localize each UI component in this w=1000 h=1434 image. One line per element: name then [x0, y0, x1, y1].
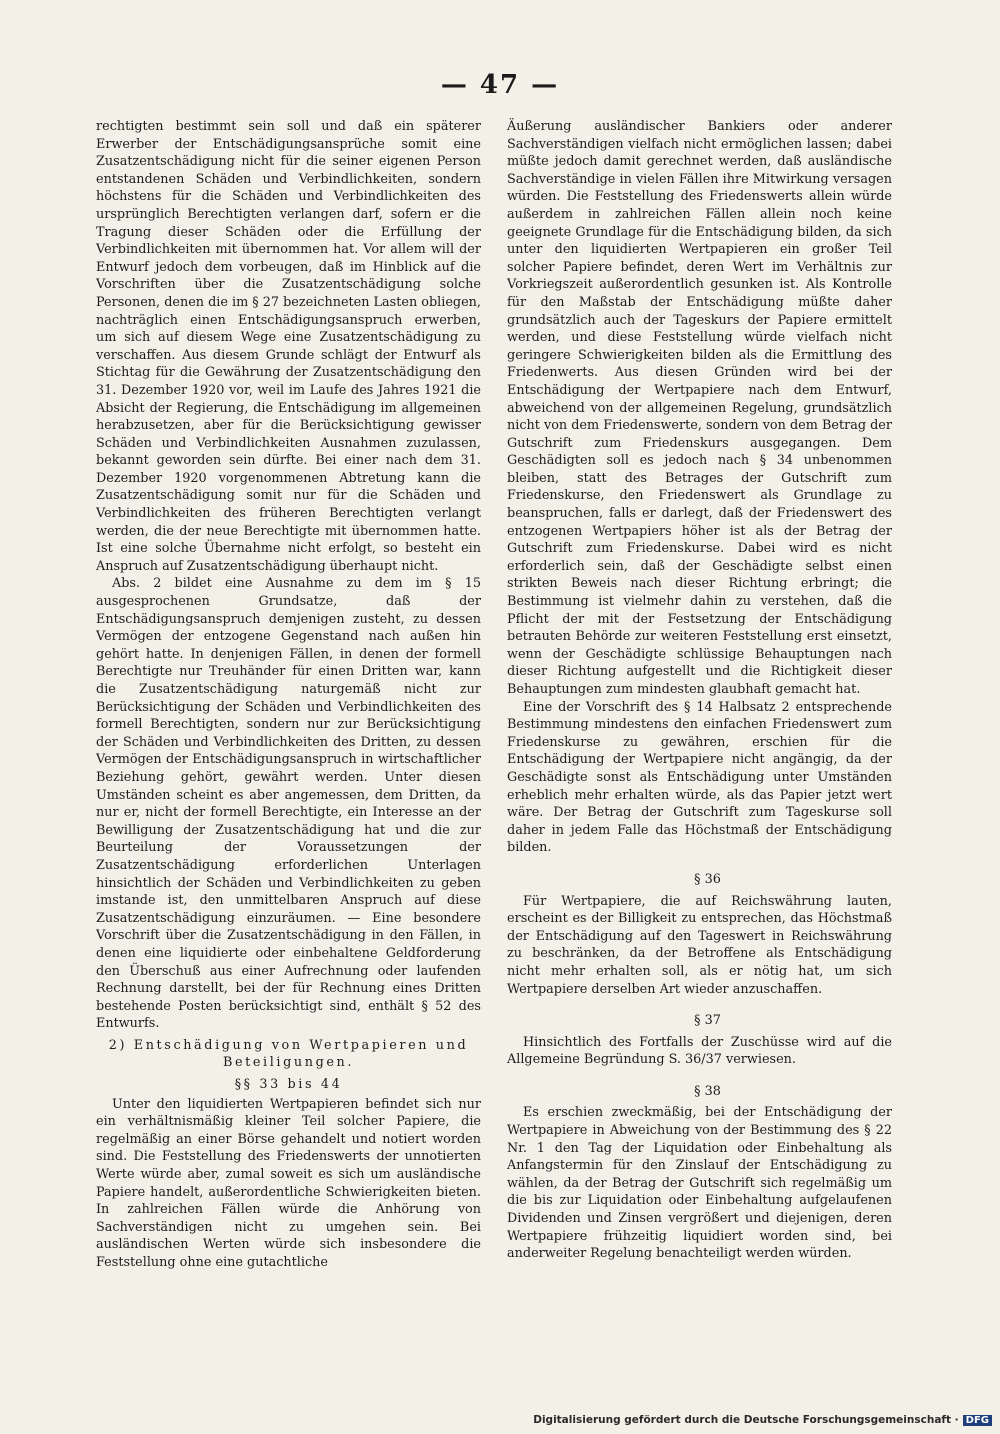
page-number: — 47 —: [440, 70, 560, 100]
paragraph: Unter den liquidierten Wertpapieren befindet sich nur ein verhältnismäßig kleiner Teil solcher Papiere, die regelmäßig an einer Börse gehandelt und notiert worden sind. Die Feststellung des Friedenswerts der unnotierten Werte würde aber, zumal soweit es sich um ausländische Papiere handelt, außerordentliche Schwierigkeiten bieten. In zahlreichen Fällen würde die Anhörung von Sachverständigen nicht zu umgehen sein. Bei ausländischen Werten würde sich insbesondere die Feststellung ohne eine gutachtliche: [96, 1096, 481, 1270]
section-number: § 37: [694, 1013, 721, 1029]
paragraph: Äußerung ausländischer Bankiers oder anderer Sachverständigen vielfach nicht ermöglichen lassen; dabei müßte jedoch damit gerechnet werden, daß ausländische Sachverständige in vielen Fällen ihre Mitwirkung versagen würden. Die Feststellung des Friedenswerts allein würde außerdem in zahlreichen Fällen allein noch keine geeignete Grundlage für die Entschädigung bilden, da sich unter den liquidierten Wertpapieren ein großer Teil solcher Papiere befindet, deren Wert im Verhältnis zur Vorkriegszeit außerordentlich gesunken ist. Als Kontrolle für den Maßstab der Entschädigung müßte daher grundsätzlich auch der Tageskurs der Papiere ermittelt werden, und diese Feststellung würde vielfach nicht geringere Schwierigkeiten bilden als die Ermittlung des Friedenwerts. Aus diesen Gründen wird bei der Entschädigung der Wertpapiere nach dem Entwurf, abweichend von der allgemeinen Regelung, grundsätzlich nicht von dem Friedenswerte, sondern von dem Betrag der Gutschrift zum Friedenskurs ausgegangen. Dem Geschädigten soll es jedoch nach § 34 unbenommen bleiben, statt des Betrages der Gutschrift zum Friedenskurse, den Friedenswert als Grundlage zu beanspruchen, falls er darlegt, daß der Friedenswert des entzogenen Wertpapiers höher ist als der Betrag der Gutschrift zum Friedenskurse. Dabei wird es nicht erforderlich sein, daß der Geschädigte selbst einen strikten Beweis nach dieser Richtung erbringt; die Bestimmung ist vielmehr dahin zu verstehen, daß die Pflicht der mit der Festsetzung der Entschädigung betrauten Behörde zur weiteren Feststellung erst einsetzt, wenn der Geschädigte schlüssige Behauptungen nach dieser Richtung aufgestellt und die Richtigkeit dieser Behauptungen zum mindesten glaubhaft gemacht hat.: [507, 119, 892, 697]
left-column: [96, 118, 481, 1272]
paragraph: Eine der Vorschrift des § 14 Halbsatz 2 entsprechende Bestimmung mindestens den einfachen Friedenswert zum Friedenskurse zu gewähren, erschien für die Entschädigung der Wertpapiere nicht angängig, da der Geschädigte sonst als Entschädigung unter Umständen erheblich mehr erhalten würde, als das Papier jetzt wert wäre. Der Betrag der Gutschrift zum Tageskurse soll daher in jedem Falle das Höchstmaß der Entschädigung bilden.: [507, 699, 892, 856]
section-heading: §§ 33 bis 44: [234, 1077, 343, 1093]
paragraph: Hinsichtlich des Fortfalls der Zuschüsse wird auf die Allgemeine Begründung S. 36/37 verwiesen.: [507, 1034, 892, 1068]
digitization-credit: [533, 1414, 992, 1426]
dfg-logo: DFG: [963, 1415, 992, 1426]
right-column: [507, 118, 892, 1263]
footer-text: Digitalisierung gefördert durch die Deutsche Forschungsgemeinschaft ·: [533, 1414, 959, 1426]
paragraph: Für Wertpapiere, die auf Reichswährung lauten, erscheint es der Billigkeit zu entsprechen, das Höchstmaß der Entschädigung auf den Tageswert in Reichswährung zu beschränken, da der Betroffene als Entschädigung nicht mehr erhalten soll, als er nötig hat, um sich Wertpapiere derselben Art wieder anzuschaffen.: [507, 893, 892, 997]
paragraph: Es erschien zweckmäßig, bei der Entschädigung der Wertpapiere in Abweichung von der Bestimmung des § 22 Nr. 1 den Tag der Liquidation oder Einbehaltung als Anfangstermin für den Zinslauf der Entschädigung zu wählen, da der Betrag der Gutschrift sich regelmäßig um die bis zur Liquidation oder Einbehaltung aufgelaufenen Dividenden und Zinsen vergrößert und diejenigen, deren Wertpapiere frühzeitig liquidiert worden sind, bei anderweiter Regelung benachteiligt werden würden.: [507, 1105, 892, 1262]
paragraph: rechtigten bestimmt sein soll und daß ein späterer Erwerber der Entschädigungsansprüche somit eine Zusatzentschädigung nicht für die seiner eigenen Person entstandenen Schäden und Verbindlichkeiten, sondern höchstens für die Schäden und Verbindlichkeiten des ursprünglich Berechtigten verlangen darf, sofern er die Tragung dieser Schäden oder die Erfüllung der Verbindlichkeiten mit übernommen hat. Vor allem will der Entwurf jedoch dem vorbeugen, daß im Hinblick auf die Vorschriften über die Zusatzentschädigung solche Personen, denen die im § 27 bezeichneten Lasten obliegen, nachträglich einen Entschädigungsanspruch erwerben, um sich auf diesem Wege eine Zusatzentschädigung zu verschaffen. Aus diesem Grunde schlägt der Entwurf als Stichtag für die Gewährung der Zusatzentschädigung den 31. Dezember 1920 vor, weil im Laufe des Jahres 1921 die Absicht der Regierung, die Entschädigung im allgemeinen herabzusetzen, aber für die Berücksichtigung gewisser Schäden und Verbindlichkeiten Ausnahmen zuzulassen, bekannt geworden sein dürfte. Bei einer nach dem 31. Dezember 1920 vorgenommenen Abtretung kann die Zusatzentschädigung somit nur für die Schäden und Verbindlichkeiten des früheren Berechtigten verlangt werden, die der neue Berechtigte mit übernommen hatte. Ist eine solche Übernahme nicht erfolgt, so besteht ein Anspruch auf Zusatzentschädigung überhaupt nicht.: [96, 119, 481, 574]
paragraph: Abs. 2 bildet eine Ausnahme zu dem im § 15 ausgesprochenen Grundsatze, daß der Entschädigungsanspruch demjenigen zusteht, zu dessen Vermögen der entzogene Gegenstand nach außen hin gehört hatte. In denjenigen Fällen, in denen der formell Berechtigte nur Treuhänder für einen Dritten war, kann die Zusatzentschädigung naturgemäß nicht zur Berücksichtigung der Schäden und Verbindlichkeiten des formell Berechtigten, sondern nur zur Berücksichtigung der Schäden und Verbindlichkeiten des Dritten, zu dessen Vermögen der Entschädigungsanspruch in wirtschaftlicher Beziehung gehört, gewährt werden. Unter diesen Umständen scheint es aber angemessen, dem Dritten, da nur er, nicht der formell Berechtigte, ein Interesse an der Bewilligung der Zusatzentschädigung hat und die zur Beurteilung der Voraussetzungen der Zusatzentschädigung erforderlichen Unterlagen hinsichtlich der Schäden und Verbindlichkeiten zu geben imstande ist, den unmittelbaren Anspruch auf diese Zusatzentschädigung einzuräumen. — Eine besondere Vorschrift über die Zusatzentschädigung in den Fällen, in denen eine liquidierte oder einbehaltene Geldforderung den Überschuß aus einer Aufrechnung oder laufenden Rechnung darstellt, bei der für Rechnung eines Dritten bestehende Posten berücksichtigt sind, enthält § 52 des Entwurfs.: [96, 576, 481, 1032]
section-number: § 36: [694, 871, 721, 887]
section-heading: 2) Entschädigung von Wertpapieren und Beteiligungen.: [108, 1037, 469, 1071]
section-number: § 38: [694, 1083, 721, 1099]
